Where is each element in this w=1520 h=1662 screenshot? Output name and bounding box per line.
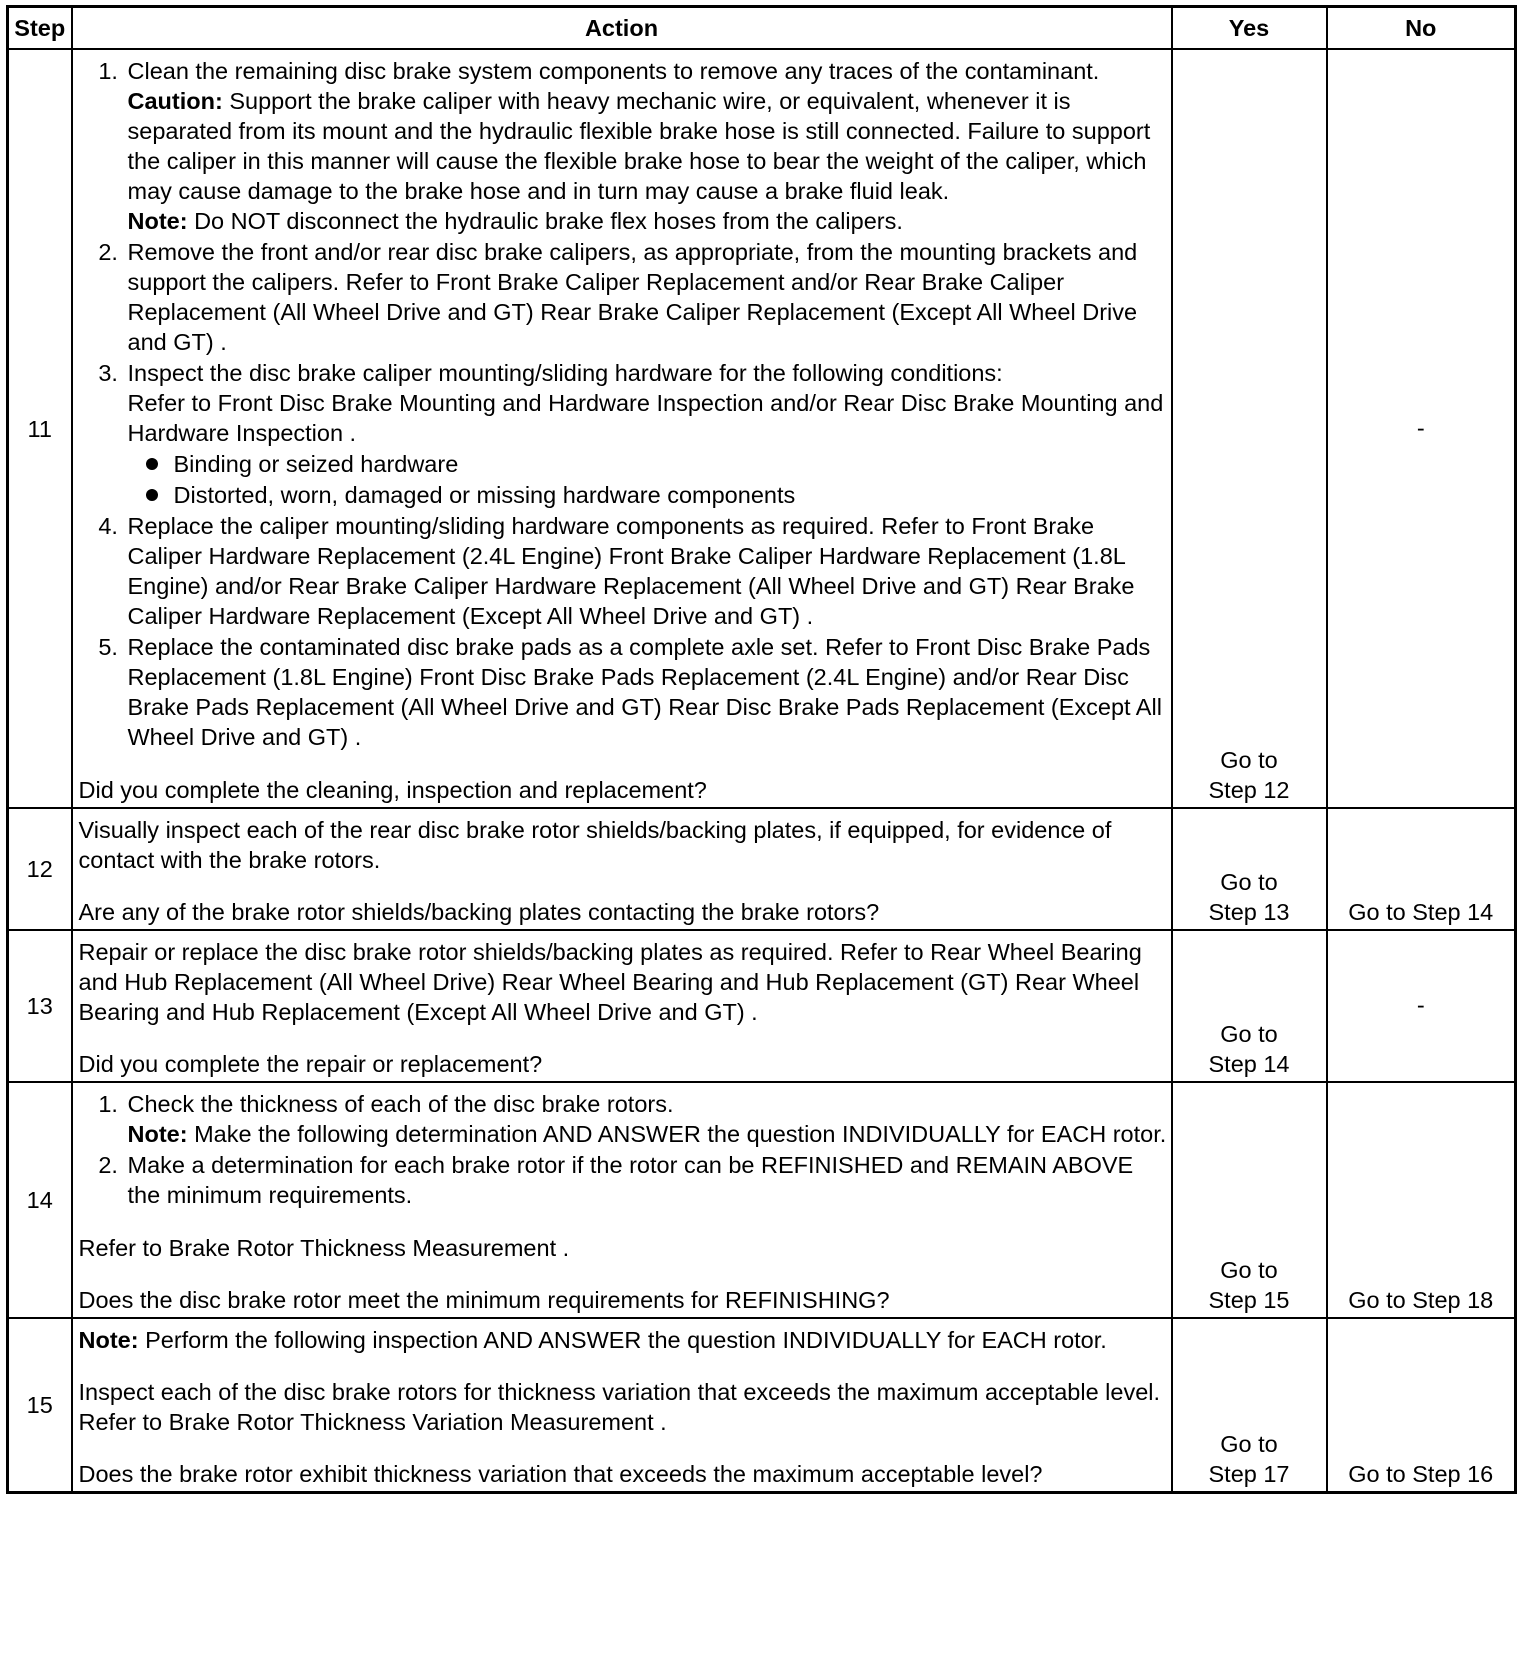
item-text: 1. Check the thickness of each of the disc brake rotors. <box>127 1091 674 1117</box>
header-action: Action <box>72 7 1172 50</box>
table-row-step-12 <box>8 808 1516 930</box>
step-number: 13 <box>8 930 72 1082</box>
no-link[interactable]: Go to Step 16 <box>1348 1461 1494 1487</box>
list-item <box>125 1150 1167 1210</box>
yes-cell[interactable] <box>1172 1318 1327 1493</box>
yes-link[interactable]: Go to Step 15 <box>1208 1257 1290 1313</box>
action-list <box>79 56 1167 752</box>
header-row <box>8 7 1516 50</box>
table-row-step-15 <box>8 1318 1516 1493</box>
list-item <box>125 56 1167 236</box>
item-text: 1. Clean the remaining disc brake system components to remove any traces of the contaminant. <box>127 58 1100 84</box>
table-row-step-11 <box>8 49 1516 808</box>
note-text: Note: Perform the following inspection AND ANSWER the question INDIVIDUALLY for EACH rotor. <box>78 1327 1107 1353</box>
table-row-step-13 <box>8 930 1516 1082</box>
no-cell[interactable] <box>1327 1318 1516 1493</box>
question-text: Are any of the brake rotor shields/backing plates contacting the brake rotors? <box>78 899 880 925</box>
no-cell: - <box>1327 49 1516 808</box>
list-item <box>125 632 1167 752</box>
header-step: Step <box>8 7 72 50</box>
question-text: Did you complete the repair or replacement? <box>78 1051 543 1077</box>
list-item <box>125 511 1167 631</box>
no-link[interactable]: Go to Step 14 <box>1348 899 1494 925</box>
action-text: Visually inspect each of the rear disc brake rotor shields/backing plates, if equipped, for evidence of contact with the brake rotors. <box>78 817 1112 873</box>
question-text: Did you complete the cleaning, inspection and replacement? <box>78 777 707 803</box>
action-cell <box>72 1082 1172 1318</box>
step-number: 11 <box>8 49 72 808</box>
action-text: Inspect each of the disc brake rotors for thickness variation that exceeds the maximum acceptable level. Refer to Brake Rotor Thickness Variation Measurement . <box>78 1379 1161 1435</box>
diagnostic-table <box>6 5 1517 1494</box>
bullet-item: Distorted, worn, damaged or missing hardware components <box>174 480 1167 510</box>
action-text: Repair or replace the disc brake rotor shields/backing plates as required. Refer to Rear Wheel Bearing and Hub Replacement (All Wheel Drive) Rear Wheel Bearing and Hub Replacement (GT) Rear Wheel Bearing and Hub Replacement (Except All Wheel Drive and GT) . <box>78 939 1142 1025</box>
yes-cell[interactable] <box>1172 49 1327 808</box>
yes-cell[interactable] <box>1172 930 1327 1082</box>
yes-link[interactable]: Go to Step 12 <box>1208 747 1290 803</box>
action-cell <box>72 49 1172 808</box>
yes-link[interactable]: Go to Step 17 <box>1208 1431 1290 1487</box>
step-number: 12 <box>8 808 72 930</box>
no-cell[interactable] <box>1327 1082 1516 1318</box>
header-yes: Yes <box>1172 7 1327 50</box>
question-text: Does the brake rotor exhibit thickness variation that exceeds the maximum acceptable level? <box>78 1461 1043 1487</box>
note-text: Note: Make the following determination AND ANSWER the question INDIVIDUALLY for EACH rotor. <box>127 1121 1167 1147</box>
no-link[interactable]: Go to Step 18 <box>1348 1287 1494 1313</box>
action-list <box>79 1089 1167 1210</box>
list-item <box>125 358 1167 510</box>
yes-cell[interactable] <box>1172 1082 1327 1318</box>
refer-text: Refer to Front Disc Brake Mounting and Hardware Inspection and/or Rear Disc Brake Mounting and Hardware Inspection . <box>127 390 1164 446</box>
item-text: 5. Replace the contaminated disc brake pads as a complete axle set. Refer to Front Disc Brake Pads Replacement (1.8L Engine) Front Disc Brake Pads Replacement (2.4L Engine) and/or Rear Disc Brake Pads Replacement (All Wheel Drive and GT) Rear Disc Brake Pads Replacement (Except All Wheel Drive and GT) . <box>127 634 1162 750</box>
list-item <box>125 1089 1167 1149</box>
yes-link[interactable]: Go to Step 13 <box>1208 869 1290 925</box>
caution-text: Caution: Support the brake caliper with heavy mechanic wire, or equivalent, whenever it is separated from its mount and the hydraulic flexible brake hose is still connected. Failure to support the caliper in this manner will cause the flexible brake hose to bear the weight of the caliper, which may cause damage to the brake hose and in turn may cause a brake fluid leak. <box>127 88 1151 204</box>
refer-text: Refer to Brake Rotor Thickness Measurement . <box>78 1235 570 1261</box>
note-text: Note: Do NOT disconnect the hydraulic brake flex hoses from the calipers. <box>127 208 903 234</box>
header-no: No <box>1327 7 1516 50</box>
condition-list <box>128 449 1167 510</box>
item-text: 2. Make a determination for each brake rotor if the rotor can be REFINISHED and REMAIN ABOVE the minimum requirements. <box>127 1152 1134 1208</box>
action-cell <box>72 1318 1172 1493</box>
action-cell <box>72 930 1172 1082</box>
item-text: 2. Remove the front and/or rear disc brake calipers, as appropriate, from the mounting brackets and support the calipers. Refer to Front Brake Caliper Replacement and/or Rear Brake Caliper Replacement (All Wheel Drive and GT) Rear Brake Caliper Replacement (Except All Wheel Drive and GT) . <box>127 239 1138 355</box>
step-number: 14 <box>8 1082 72 1318</box>
list-item <box>125 237 1167 357</box>
question-text: Does the disc brake rotor meet the minimum requirements for REFINISHING? <box>78 1287 890 1313</box>
item-text: 3. Inspect the disc brake caliper mounting/sliding hardware for the following conditions: <box>127 360 1003 386</box>
no-cell: - <box>1327 930 1516 1082</box>
bullet-item: Binding or seized hardware <box>174 449 1167 479</box>
action-cell <box>72 808 1172 930</box>
item-text: 4. Replace the caliper mounting/sliding hardware components as required. Refer to Front Brake Caliper Hardware Replacement (2.4L Engine) Front Brake Caliper Hardware Replacement (1.8L Engine) and/or Rear Brake Caliper Hardware Replacement (All Wheel Drive and GT) Rear Brake Caliper Hardware Replacement (Except All Wheel Drive and GT) . <box>127 513 1135 629</box>
step-number: 15 <box>8 1318 72 1493</box>
table-row-step-14 <box>8 1082 1516 1318</box>
yes-cell[interactable] <box>1172 808 1327 930</box>
no-cell[interactable] <box>1327 808 1516 930</box>
yes-link[interactable]: Go to Step 14 <box>1208 1021 1290 1077</box>
